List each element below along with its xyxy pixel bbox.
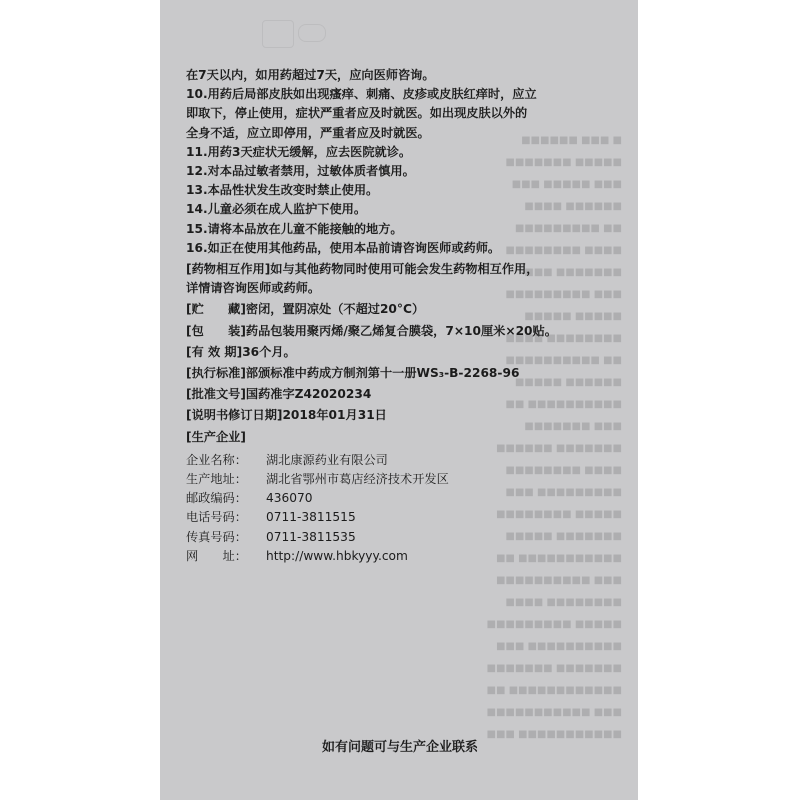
company-zip-row [186, 489, 626, 508]
manufacturer-info [186, 451, 626, 566]
standard-label: [执行标准] [186, 366, 246, 381]
package-label: [包 装] [186, 323, 246, 338]
contact-footer: 如有问题可与生产企业联系 [321, 740, 478, 755]
interaction-text: 如与其他药物同时使用可能会发生药物相互作用， [270, 262, 539, 277]
precaution-item-16: 16.如正在使用其他药品，使用本品前请咨询医师或药师。 [186, 240, 501, 255]
company-fax-key: 传真号码： [186, 529, 247, 544]
storage-section [186, 300, 626, 319]
precaution-item-11: 11.用药3天症状无缓解，应去医院就诊。 [186, 144, 412, 159]
bleed-through-badge-icon [298, 24, 326, 42]
company-fax-value: 0711-3811535 [266, 529, 356, 544]
interaction-section [186, 260, 626, 279]
precaution-item-13: 13.本品性状发生改变时禁止使用。 [186, 183, 379, 198]
validity-text: 36个月。 [242, 344, 296, 359]
approval-text: 国药准字Z42020234 [245, 387, 372, 402]
company-web-key: 网 址： [186, 548, 247, 563]
revision-text: 2018年01月31日 [282, 408, 387, 423]
company-tel-row [186, 508, 626, 527]
company-name-key: 企业名称： [186, 452, 247, 467]
precaution-item-9-cont: 在7天以内，如用药超过7天，应向医师咨询。 [186, 68, 435, 82]
package-section [186, 322, 626, 341]
approval-label: [批准文号] [186, 387, 246, 402]
company-web-row [186, 547, 626, 566]
package-text: 药品包装用聚丙烯/聚乙烯复合膜袋，7×10厘米×20贴。 [245, 323, 557, 338]
revision-label: [说明书修订日期] [186, 408, 283, 423]
approval-section [186, 385, 626, 404]
bleed-through-logo-icon [262, 20, 294, 48]
company-name-row [186, 451, 626, 470]
company-tel-value: 0711-3811515 [266, 510, 356, 525]
company-zip-value: 436070 [266, 491, 313, 506]
company-name-value: 湖北康源药业有限公司 [266, 452, 388, 467]
storage-text: 密闭，置阴凉处（不超过20°C） [245, 302, 425, 317]
revision-section [186, 406, 626, 425]
validity-section [186, 343, 626, 362]
precaution-item-10a: 10.用药后局部皮肤如出现瘙痒、刺痛、皮疹或皮肤红痒时，应立 [186, 87, 537, 102]
manufacturer-label: [生产企业] [186, 429, 246, 444]
company-tel-key: 电话号码： [186, 510, 247, 525]
precaution-item-15: 15.请将本品放在儿童不能接触的地方。 [186, 221, 403, 236]
company-fax-row [186, 528, 626, 547]
precaution-item-12: 12.对本品过敏者禁用，过敏体质者慎用。 [186, 164, 415, 179]
company-address-row [186, 470, 626, 489]
standard-section [186, 364, 626, 383]
precaution-item-10b: 即取下，停止使用，症状严重者应及时就医。如出现皮肤以外的 [186, 106, 528, 121]
storage-label: [贮 藏] [186, 302, 246, 317]
precaution-item-10c: 全身不适，应立即停用，严重者应及时就医。 [186, 125, 430, 140]
company-zip-key: 邮政编码： [186, 491, 247, 506]
leaflet-body [186, 66, 626, 566]
company-address-key: 生产地址： [186, 472, 247, 487]
bleed-through-text-decoration: ■ ■■■ ■■■■■■ ■■■■■ ■■■■■■■ ■■■ ■■■■■ ■■■ ■■■■■■ ■■■■ ■■ ■■■■■■■■■ ■■■■ ■■■■■■■■ ■■■■■■■ ■■■ ■■■ ■■■■■■■■■ ■■■■■ ■■■■■ ■■■■■■■■ ■■■■ ■■ ■■■■■■■■■■ ■■■■■■ ■■■■■ ■■■■■■■■■■ ■■ ■■■ ■■■■■■■ ■■■■■■■ ■■■■■■ ■■■■ ■■■■■■■■ ■■■■■■■■■ ■■■ ■■■■■ ■■■■■■■■ ■■■■■■■ ■■■■■ ■■■■■■■■■■■ ■■ ■■■ ■■■■■■■■■■ ■■■■■■■■ ■■■■ ■■■■■ ■■■■■■■■■ ■■■■■■■■■■ ■■■ ■■■■■■■ ■■■■■■■ ■■■■■■■■■■■■ ■■ ■■■ ■■■■■■■■■■■ ■■■■■■■■■■■ ■■■ [486, 135, 622, 740]
company-address-value: 湖北省鄂州市葛店经济技术开发区 [266, 472, 449, 487]
interaction-text-cont: 详情请咨询医师或药师。 [186, 281, 321, 296]
validity-label: [有 效 期] [186, 344, 243, 359]
interaction-label: [药物相互作用] [186, 262, 271, 277]
standard-text: 部颁标准中药成方制剂第十一册WS₃-B-2268-96 [245, 366, 520, 381]
precaution-item-14: 14.儿童必须在成人监护下使用。 [186, 202, 367, 217]
company-web-value: http://www.hbkyyy.com [266, 548, 408, 563]
